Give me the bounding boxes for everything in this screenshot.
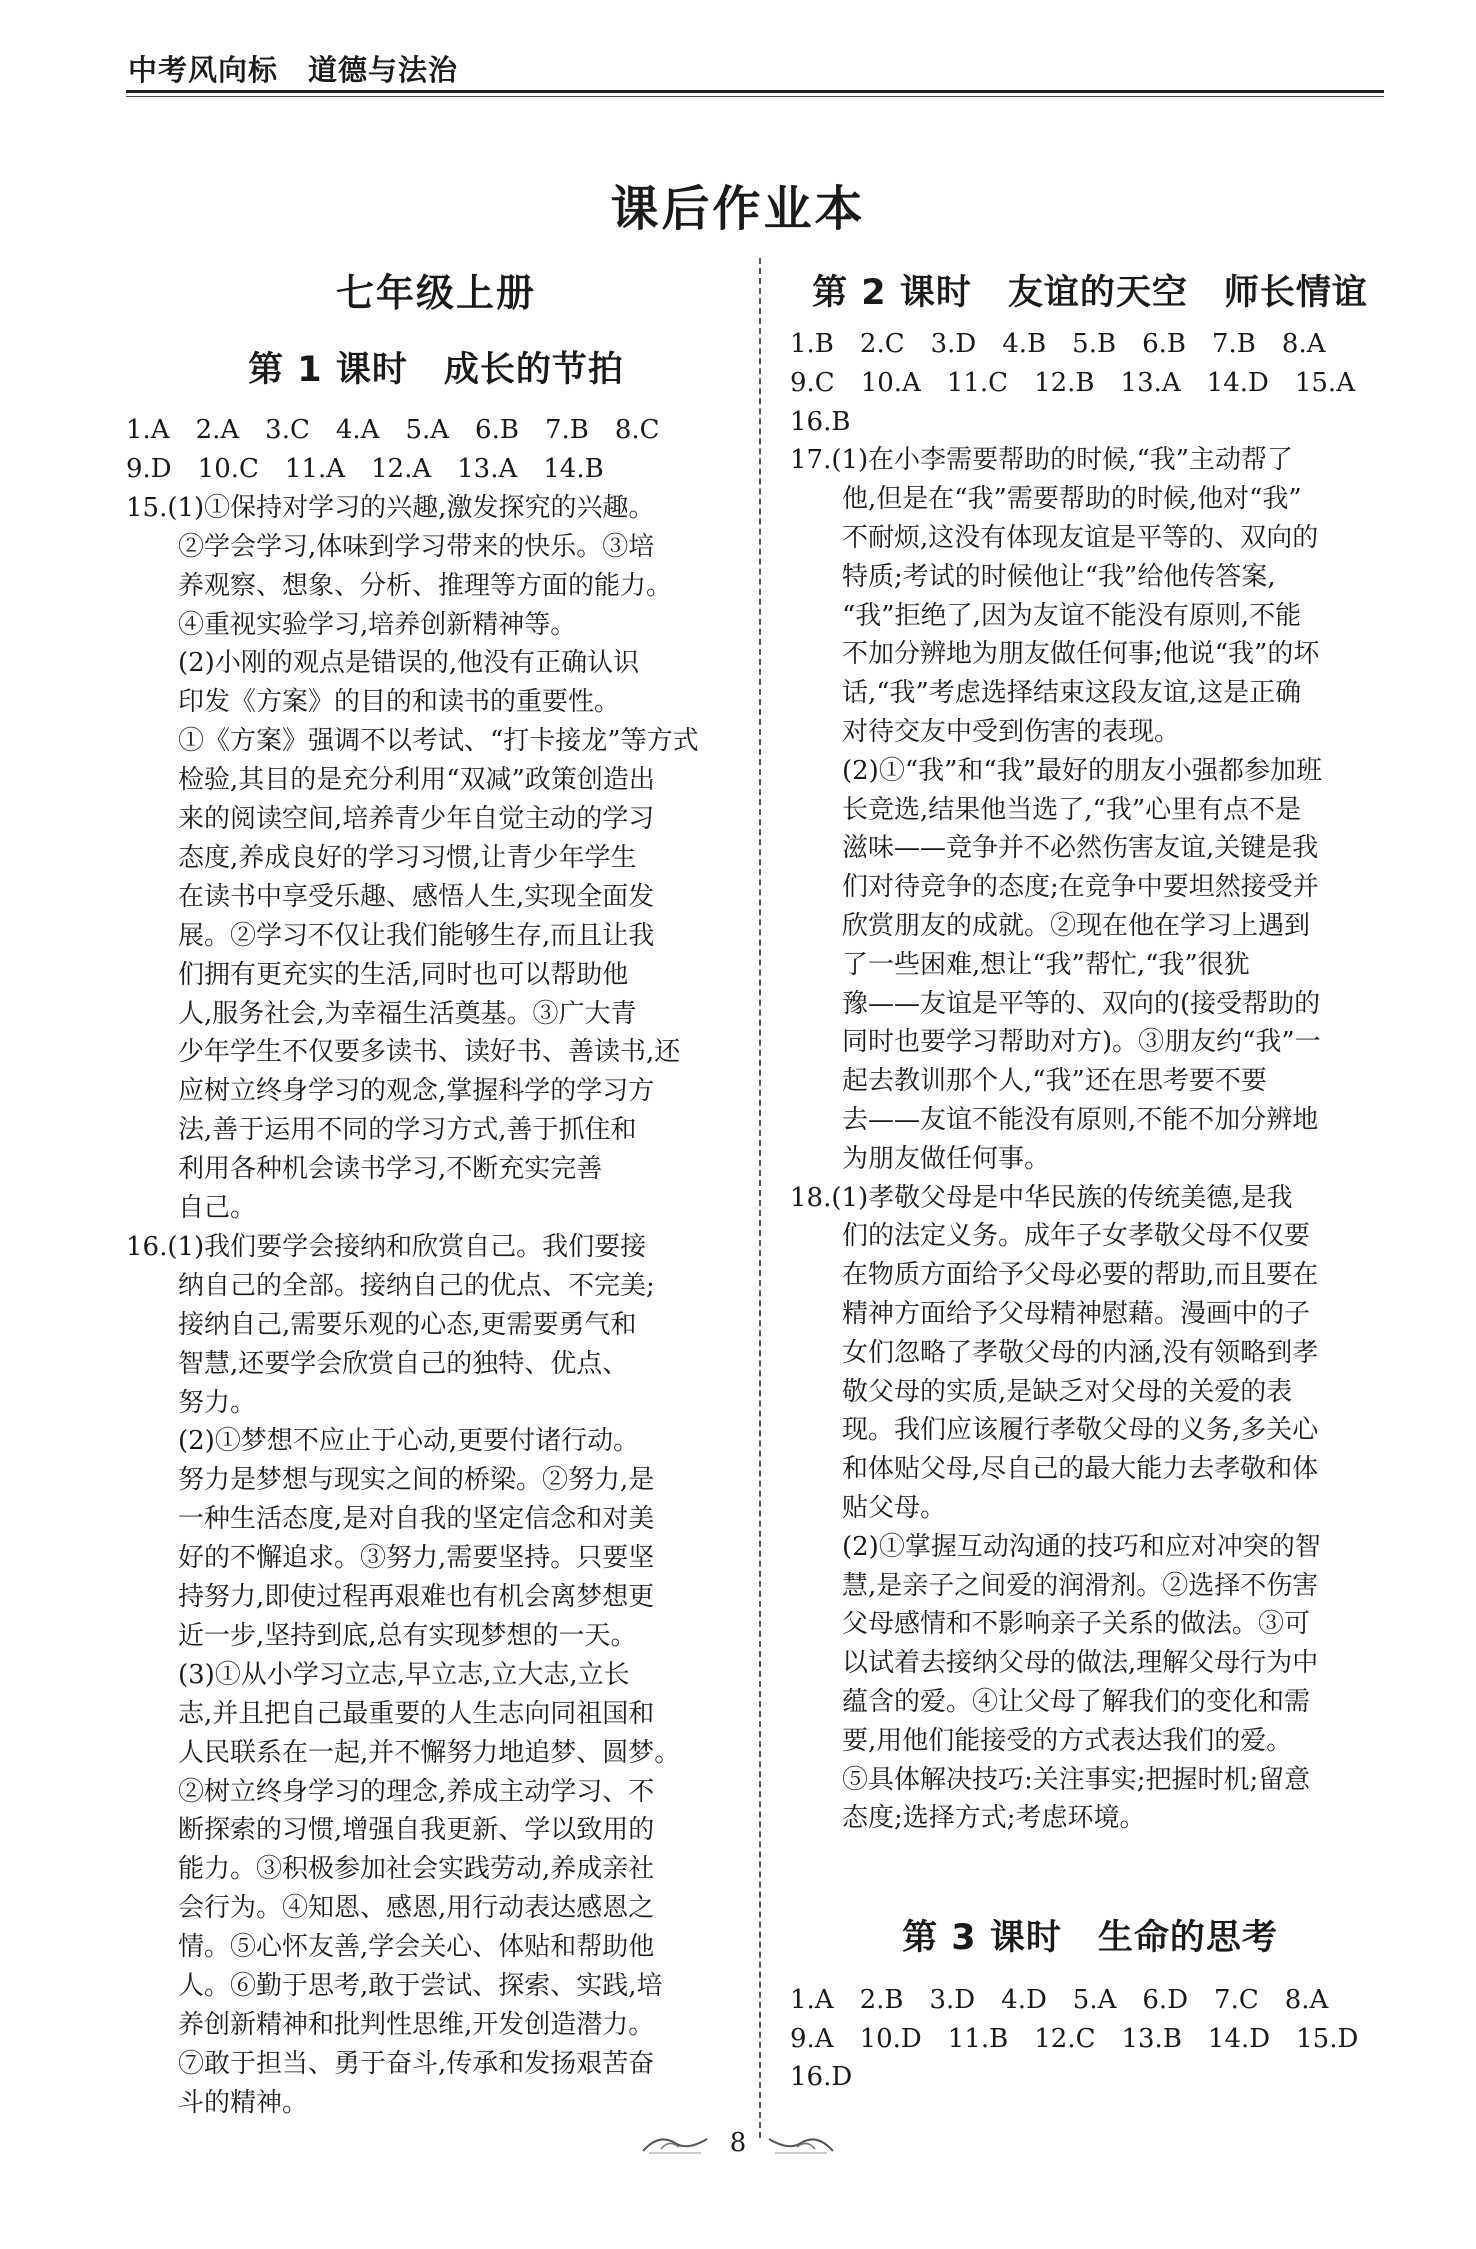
answer-line: 们对待竞争的态度;在竞争中要坦然接受并 bbox=[790, 872, 1319, 903]
answer-line: 人民联系在一起,并不懈努力地追梦、圆梦。 bbox=[126, 1737, 681, 1768]
answer-line: 18.(1)孝敬父母是中华民族的传统美德,是我 bbox=[790, 1182, 1293, 1213]
answer-line: 少年学生不仅要多读书、读好书、善读书,还 bbox=[126, 1037, 681, 1068]
answer-line: 为朋友做任何事。 bbox=[790, 1143, 1051, 1174]
running-header-title: 中考风向标 道德与法治 bbox=[128, 53, 459, 87]
answer-line: 不耐烦,这没有体现友谊是平等的、双向的 bbox=[790, 523, 1319, 553]
answer-line: (3)①从小学习立志,早立志,立大志,立长 bbox=[126, 1659, 630, 1690]
answer-line: 滋味——竞争并不必然伤害友谊,关键是我 bbox=[790, 833, 1319, 864]
answer-line: 持努力,即使过程再艰难也有机会离梦想更 bbox=[126, 1582, 655, 1612]
answer-line: 9.D 10.C 11.A 12.A 13.A 14.B bbox=[126, 453, 604, 484]
answer-line: 努力。 bbox=[126, 1387, 257, 1418]
answer-line: (2)小刚的观点是错误的,他没有正确认识 bbox=[126, 648, 640, 679]
answer-line: ⑦敢于担当、勇于奋斗,传承和发扬艰苦奋 bbox=[126, 2048, 655, 2079]
header-rule-thick bbox=[126, 90, 1384, 93]
answer-line: 了一些困难,想让“我”帮忙,“我”很犹 bbox=[790, 949, 1250, 980]
answer-line: 应树立终身学习的观念,掌握科学的学习方 bbox=[126, 1076, 655, 1107]
answer-line: 16.(1)我们要学会接纳和欣赏自己。我们要接 bbox=[126, 1231, 647, 1262]
answer-line: 智慧,还要学会欣赏自己的独特、优点、 bbox=[126, 1348, 629, 1379]
answer-line: 态度,养成良好的学习习惯,让青少年学生 bbox=[126, 842, 637, 873]
header-rule-thin bbox=[126, 96, 1384, 97]
answer-line: 努力是梦想与现实之间的桥梁。②努力,是 bbox=[126, 1465, 655, 1496]
answer-line: 利用各种机会读书学习,不断充实完善 bbox=[126, 1154, 603, 1185]
answer-line: (2)①梦想不应止于心动,更要付诸行动。 bbox=[126, 1426, 640, 1457]
answer-line: (2)①掌握互动沟通的技巧和应对冲突的智 bbox=[790, 1531, 1321, 1562]
answer-line: 贴父母。 bbox=[790, 1493, 947, 1523]
answer-line: 蕴含的爱。④让父母了解我们的变化和需 bbox=[790, 1687, 1311, 1717]
answer-line: 在物质方面给予父母必要的帮助,而且要在 bbox=[790, 1260, 1319, 1291]
answer-line: 会行为。④知恩、感恩,用行动表达感恩之 bbox=[126, 1893, 655, 1924]
answer-line: 现。我们应该履行孝敬父母的义务,多关心 bbox=[790, 1415, 1319, 1446]
answer-line: 1.A 2.A 3.C 4.A 5.A 6.B 7.B 8.C bbox=[126, 415, 660, 445]
answer-line: 敬父母的实质,是缺乏对父母的关爱的表 bbox=[790, 1376, 1293, 1407]
answer-line: ⑤具体解决技巧:关注事实;把握时机;留意 bbox=[790, 1764, 1311, 1795]
answer-line: 养创新精神和批判性思维,开发创造潜力。 bbox=[126, 2009, 655, 2040]
answer-line: 同时也要学习帮助对方)。③朋友约“我”一 bbox=[790, 1027, 1321, 1058]
answer-line: 慧,是亲子之间爱的润滑剂。②选择不伤害 bbox=[790, 1570, 1319, 1601]
lesson-3-title: 第 3 课时 生命的思考 bbox=[902, 1918, 1278, 1958]
answer-line: 检验,其目的是充分利用“双减”政策创造出 bbox=[126, 765, 655, 796]
answer-line: 精神方面给予父母精神慰藉。漫画中的子 bbox=[790, 1299, 1311, 1329]
answer-line: 起去教训那个人,“我”还在思考要不要 bbox=[790, 1066, 1267, 1097]
answer-line: 欣赏朋友的成就。②现在他在学习上遇到 bbox=[790, 911, 1311, 941]
answer-line: 人,服务社会,为幸福生活奠基。③广大青 bbox=[126, 998, 637, 1029]
answer-line: 15.(1)①保持对学习的兴趣,激发探究的兴趣。 bbox=[126, 492, 655, 523]
answer-line: 好的不懈追求。③努力,需要坚持。只要坚 bbox=[126, 1543, 655, 1574]
column-divider bbox=[759, 258, 761, 2138]
left-ornament-icon bbox=[641, 2129, 711, 2157]
answer-line: ①《方案》强调不以考试、“打卡接龙”等方式 bbox=[126, 726, 699, 757]
running-header bbox=[126, 42, 1384, 92]
answer-line: 1.B 2.C 3.D 4.B 5.B 6.B 7.B 8.A bbox=[790, 329, 1326, 359]
answer-line: 不加分辨地为朋友做任何事;他说“我”的坏 bbox=[790, 639, 1320, 670]
answer-line: 自己。 bbox=[126, 1193, 257, 1223]
page-title: 课后作业本 bbox=[610, 181, 866, 237]
answer-line: 17.(1)在小李需要帮助的时候,“我”主动帮了 bbox=[790, 445, 1294, 476]
answer-line: 女们忽略了孝敬父母的内涵,没有领略到孝 bbox=[790, 1337, 1319, 1368]
answer-line: 长竞选,结果他当选了,“我”心里有点不是 bbox=[790, 794, 1302, 825]
answer-line: 16.B bbox=[790, 406, 851, 437]
answer-line: 展。②学习不仅让我们能够生存,而且让我 bbox=[126, 920, 655, 951]
answer-line: 去——友谊不能没有原则,不能不加分辨地 bbox=[790, 1105, 1319, 1135]
answer-line: 9.A 10.D 11.B 12.C 13.B 14.D 15.D bbox=[790, 2023, 1359, 2054]
answer-line: 能力。③积极参加社会实践劳动,养成亲社 bbox=[126, 1854, 655, 1885]
answer-line: 斗的精神。 bbox=[126, 2087, 309, 2118]
answer-line: 要,用他们能接受的方式表达我们的爱。 bbox=[790, 1725, 1293, 1756]
answer-line: 在读书中享受乐趣、感悟人生,实现全面发 bbox=[126, 881, 655, 912]
answer-line: ②树立终身学习的理念,养成主动学习、不 bbox=[126, 1776, 655, 1807]
page-number: 8 bbox=[729, 2128, 747, 2158]
right-ornament-icon bbox=[765, 2129, 835, 2157]
section-title: 七年级上册 bbox=[335, 271, 536, 315]
page-footer bbox=[0, 2128, 1476, 2172]
answer-line: “我”拒绝了,因为友谊不能没有原则,不能 bbox=[790, 600, 1302, 631]
answer-line: 志,并且把自己最重要的人生志向同祖国和 bbox=[126, 1698, 655, 1729]
lesson-1-title: 第 1 课时 成长的节拍 bbox=[248, 350, 624, 390]
answer-line: 接纳自己,需要乐观的心态,更需要勇气和 bbox=[126, 1309, 637, 1340]
lesson-2-title: 第 2 课时 友谊的天空 师长情谊 bbox=[812, 273, 1368, 313]
answer-line: 对待交友中受到伤害的表现。 bbox=[790, 717, 1181, 747]
answer-line: 来的阅读空间,培养青少年自觉主动的学习 bbox=[126, 804, 655, 834]
answer-line: ④重视实验学习,培养创新精神等。 bbox=[126, 609, 577, 640]
answer-line: 法,善于运用不同的学习方式,善于抓住和 bbox=[126, 1115, 637, 1146]
answer-line: 1.A 2.B 3.D 4.D 5.A 6.D 7.C 8.A bbox=[790, 1985, 1329, 2015]
answer-line: ②学会学习,体味到学习带来的快乐。③培 bbox=[126, 531, 655, 562]
answer-line: 纳自己的全部。接纳自己的优点、不完美; bbox=[126, 1270, 655, 1301]
answer-line: 态度;选择方式;考虑环境。 bbox=[790, 1803, 1146, 1834]
answer-line: 们的法定义务。成年子女孝敬父母不仅要 bbox=[790, 1221, 1311, 1252]
answer-line: 一种生活态度,是对自我的坚定信念和对美 bbox=[126, 1504, 655, 1535]
answer-line: 养观察、想象、分析、推理等方面的能力。 bbox=[126, 570, 673, 601]
answer-line: 9.C 10.A 11.C 12.B 13.A 14.D 15.A bbox=[790, 367, 1355, 398]
answer-line: 特质;考试的时候他让“我”给他传答案, bbox=[790, 561, 1276, 592]
answer-line: 们拥有更充实的生活,同时也可以帮助他 bbox=[126, 959, 629, 990]
answer-line: 豫——友谊是平等的、双向的(接受帮助的 bbox=[790, 988, 1321, 1019]
answer-line: 印发《方案》的目的和读书的重要性。 bbox=[126, 687, 621, 718]
answer-line: 断探索的习惯,增强自我更新、学以致用的 bbox=[126, 1815, 655, 1846]
answer-line: (2)①“我”和“我”最好的朋友小强都参加班 bbox=[790, 755, 1322, 786]
answer-line: 16.D bbox=[790, 2062, 853, 2092]
answer-line: 话,“我”考虑选择结束这段友谊,这是正确 bbox=[790, 678, 1302, 709]
answer-line: 他,但是在“我”需要帮助的时候,他对“我” bbox=[790, 484, 1302, 515]
answer-line: 以试着去接纳父母的做法,理解父母行为中 bbox=[790, 1648, 1319, 1679]
answer-line: 近一步,坚持到底,总有实现梦想的一天。 bbox=[126, 1620, 637, 1651]
answer-line: 和体贴父母,尽自己的最大能力去孝敬和体 bbox=[790, 1454, 1319, 1485]
answer-line: 父母感情和不影响亲子关系的做法。③可 bbox=[790, 1609, 1311, 1640]
answer-line: 情。⑤心怀友善,学会关心、体贴和帮助他 bbox=[126, 1932, 655, 1963]
answer-line: 人。⑥勤于思考,敢于尝试、探索、实践,培 bbox=[126, 1971, 663, 2001]
